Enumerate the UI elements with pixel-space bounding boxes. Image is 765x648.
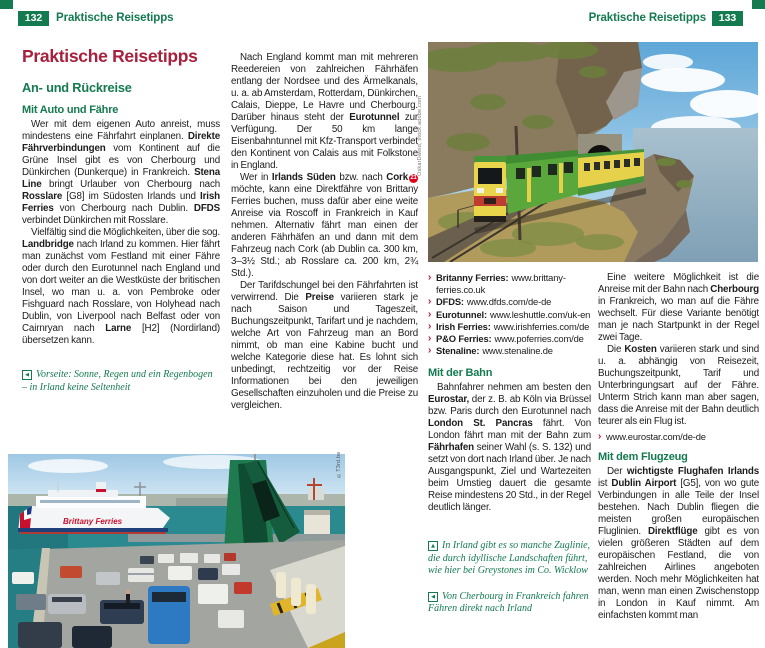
- ferry-weblinks: [428, 272, 591, 357]
- weblink-name: Irish Ferries:: [436, 320, 491, 332]
- subsection-heading-flugzeug: Mit dem Flugzeug: [598, 451, 688, 464]
- page-number-right: 133: [712, 11, 743, 26]
- weblink-item: [428, 309, 591, 321]
- paragraph: Vielfältig sind die Möglichkeiten, über die sog. Landbridge nach Irland zu kommen. Hier fährt man zunächst vom Festland mit einer Fähre oder durch den Eurotunnel nach England und von dort weiter an die Westküste der britischen Insel, wo man u. a. von Pembroke oder Fishguard nach Rosslare, von Holyhead nach Dublin, von Liverpool nach Belfast oder von Cairnryan nach Larne [H2] (Nordirland) übersetzen kann.: [22, 227, 220, 346]
- caption-cherbourg-ferry: [428, 591, 591, 616]
- link-arrow-icon: ›: [428, 308, 432, 320]
- page-corner-mark-left: [0, 0, 13, 9]
- weblink-url: www.leshuttle.com/uk-en: [489, 308, 591, 320]
- cloud: [28, 459, 108, 473]
- page-title: Praktische Reisetipps: [22, 46, 198, 66]
- weblink-url: www.poferries.com/de: [494, 333, 584, 345]
- caption-text: Vorseite: Sonne, Regen und ein Regenbogen – in Irland keine Seltenheit: [22, 369, 213, 393]
- middle-column: [231, 52, 418, 412]
- paragraph: Bahnfahrer nehmen am besten den Eurostar, der z. B. ab Köln via Brüssel bzw. Paris durch den Eurotunnel nach London St. Pancras fährt. Von London fährt man mit der Bahn zum Fährhafen seiner Wahl (s. S. 132) und setzt von dort nach Irland über. Je nach Ausgangspunkt, Ziel und Wartezeiten beim Umstieg dauert die gesamte Reise mindestens 20 Std., in der Regel deutlich länger.: [428, 382, 591, 514]
- weblink-name: DFDS:: [436, 296, 464, 308]
- link-arrow-icon: ›: [428, 345, 432, 357]
- link-arrow-icon: ›: [428, 296, 432, 308]
- weblink-url: www.dfds.com/de-de: [466, 296, 552, 308]
- weblink-url: www.brittany-ferries.co.uk: [436, 272, 566, 296]
- weblink-url: www.stenaline.de: [482, 345, 553, 357]
- caption-front-page: [22, 369, 220, 394]
- paragraph: Der Tarifdschungel bei den Fährfahrten ist verwirrend. Die Preise variieren stark je nach Saison und Tageszeit, Buchungszeitpunkt, Tarifart und je nachdem, welche Art von Fahrzeug man an Bord nimmt, ob man eine Kabine bucht und welche Kategorie diese hat. Es lohnt sich unbedingt, rechtzeitig vor der Reise Informationen bei den jeweiligen Gesellschaften einzuholen und die Preise zu vergleichen.: [231, 280, 418, 411]
- weblink-name: Stenaline:: [436, 345, 480, 357]
- ferry-port-photo-art: [8, 454, 345, 648]
- photo-ref-up-icon: ▲: [428, 541, 438, 551]
- train-coast-photo-art: [428, 42, 758, 262]
- weblink-item: [428, 345, 591, 357]
- weblink-item: [428, 321, 591, 333]
- photo-credit-ferry: ©T3rd.be: [336, 451, 342, 478]
- port-cabin: [304, 514, 330, 534]
- photo-ref-left-icon: ◀: [428, 592, 438, 602]
- right-outer-column: [598, 272, 759, 622]
- weblink-url: www.irishferries.com/de: [493, 320, 590, 332]
- weblink-name: P&O Ferries:: [436, 333, 492, 345]
- running-head-right: Praktische Reisetipps: [588, 12, 706, 24]
- weblink-name: Eurotunnel:: [436, 308, 487, 320]
- right-inner-column: [428, 272, 591, 616]
- caption-text: Von Cherbourg in Frankreich fahren Fähren direkt nach Irland: [428, 590, 589, 615]
- weblink-url: www.eurostar.com/de-de: [606, 431, 706, 442]
- train-coast-photo: [428, 42, 758, 262]
- photo-credit-train: OskarDawid, stock.adobe.com: [417, 96, 423, 176]
- link-arrow-icon: ›: [428, 272, 432, 283]
- link-arrow-icon: ›: [428, 320, 432, 332]
- link-arrow-icon: ›: [428, 333, 432, 345]
- caption-train-line: [428, 540, 591, 578]
- weblink-item: [428, 272, 591, 296]
- left-column: [22, 46, 220, 394]
- paragraph: Die Kosten variieren stark und sind u. a. abhängig von Reisezeit, Buchungszeitpunkt, Tarif und Unterbringungsart auf der Fähre. Unterm Strich kann man aber sagen, dass die Anreise mit der Bahn deutlich teurer als ein Flug ist.: [598, 344, 759, 427]
- ferry-brand-label: Brittany Ferries: [63, 517, 123, 526]
- paragraph: Wer in Irlands Süden bzw. nach Cork 21 möchte, kann eine Direktfähre von Brittany Ferries buchen, muss dafür aber eine weite Anreise via Roscoff in Frankreich in Kauf nehmen. Alternativ fährt man einen der anderen Fährhäfen an und dann mit dem Fahrzeug nach Cork (ab Dublin ca. 300 km, 3–3½ Std.; ab Rosslare ca. 200 km, 2¾ Std.).: [231, 172, 418, 279]
- weblink-item: [428, 333, 591, 345]
- paragraph: Nach England kommt man mit mehreren Reedereien von zahlreichen Fährhäfen entlang der Nordsee und des Ärmelkanals, u. a. ab Amsterdam, Rotterdam, Dünkirchen, Calais, Dieppe, Le Havre und Cherbourg. Darüber hinaus steht der Eurotunnel zur Verfügung. Der 50 km lange Eisenbahntunnel mit Kfz-Transport verbindet den Kontinent von Calais aus mit Folkstone in England.: [231, 52, 418, 171]
- eurostar-weblink: [598, 431, 759, 443]
- port-cabin-roof: [304, 510, 330, 515]
- subsection-heading-bahn: Mit der Bahn: [428, 367, 493, 380]
- subsection-heading-auto-faehre: Mit Auto und Fähre: [22, 104, 119, 116]
- paragraph: Eine weitere Möglichkeit ist die Anreise mit der Bahn nach Cherbourg in Frankreich, wo man auf die Fähre wechselt. Für diese Variante benötigt man je nach Startpunkt in der Regel zwei Tage.: [598, 272, 760, 343]
- paragraph: Wer mit dem eigenen Auto anreist, muss mindestens eine Fährfahrt einplanen. Direkte Fährverbindungen vom Kontinent auf die Grüne Insel gibt es von Cherbourg und Dünkirchen (Dunkerque) in Frankreich. Stena Line bringt Urlauber von Cherbourg nach Rosslare [G8] im Südosten Irlands und Irish Ferries von Cherbourg nach Dublin. DFDS verbindet Dünkirchen mit Rosslare.: [22, 119, 220, 226]
- photo-ref-left-icon: ◀: [22, 370, 32, 380]
- weblink-name: Britanny Ferries:: [436, 272, 509, 283]
- ferry-port-photo: [8, 454, 345, 648]
- caption-text: In Irland gibt es so manche Zuglinie, die durch idyllische Landschaften führt, wie hier bei Greystones im Co. Wicklow: [428, 540, 591, 577]
- page-number-left: 132: [18, 11, 49, 26]
- link-arrow-icon: ›: [598, 431, 602, 442]
- weblink-item: [428, 296, 591, 308]
- page-corner-mark-right: [752, 0, 765, 9]
- map-ref-badge: 21: [410, 175, 417, 181]
- paragraph: Der wichtigste Flughafen Irlands ist Dublin Airport [G5], von wo gute Verbindungen in alle Teile der Insel bestehen. Nach Dublin fliegen die meisten großen europäischen Fluglinien. Direktflüge gibt es von vielen größeren Städten auf dem europäischen Festland, die von zahlreichen Airlines angeboten werden. Noch mehr Möglichkeiten hat man, wenn man einen Zwischenstopp in London in Kauf nimmt. Am einfachsten kommt man: [598, 466, 760, 622]
- running-head-left: Praktische Reisetipps: [56, 12, 174, 24]
- section-heading-anreise: An- und Rückreise: [22, 80, 132, 95]
